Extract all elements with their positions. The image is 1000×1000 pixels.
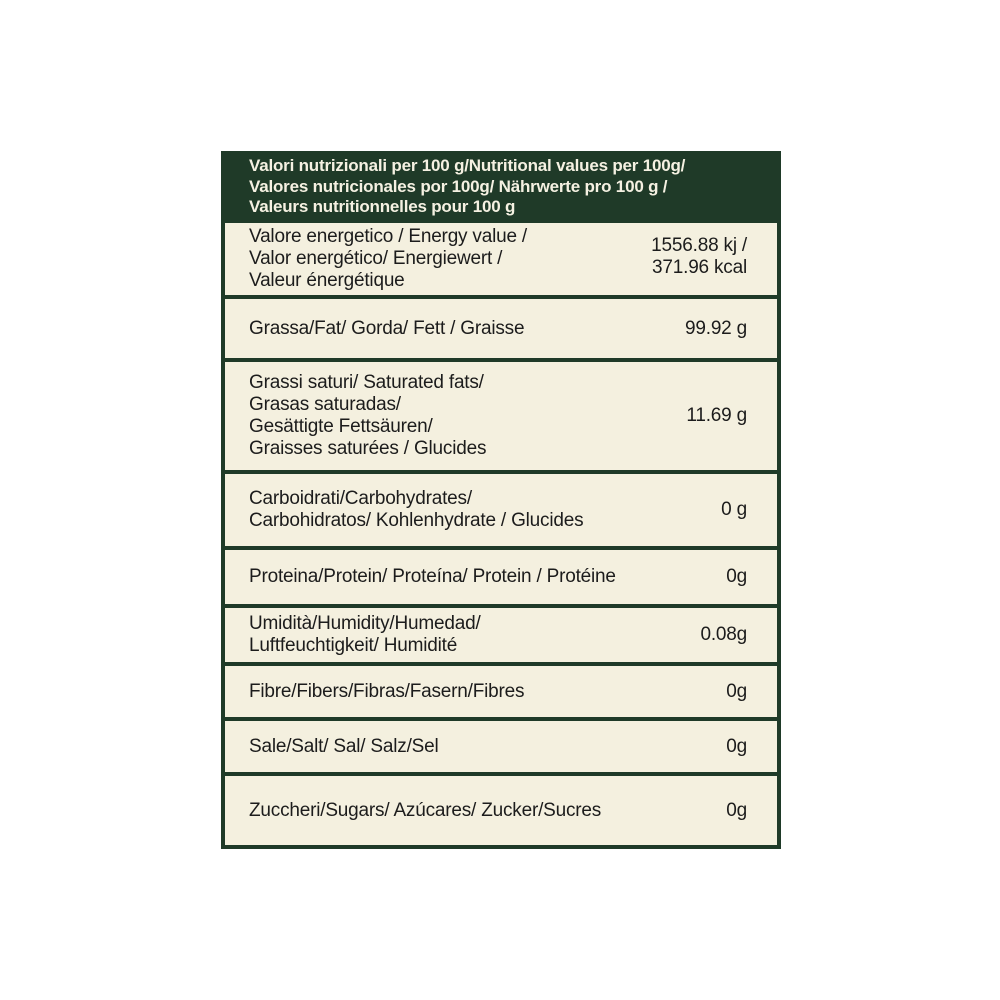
- name-line: Grassa/Fat/ Gorda/ Fett / Graisse: [249, 317, 525, 339]
- row-salt-value: [726, 736, 747, 758]
- row-protein: [225, 550, 777, 604]
- row-carbohydrates-name: [249, 488, 583, 532]
- name-line: Valor energético/ Energiewert /: [249, 248, 503, 269]
- value-line: 1556.88 kj /: [651, 235, 747, 256]
- row-energy-value: [651, 235, 747, 279]
- row-saturated-fats: [225, 362, 777, 470]
- name-line: Graisses saturées / Glucides: [249, 438, 487, 459]
- value-line: 0g: [726, 566, 747, 587]
- value-line: 99.92 g: [685, 317, 747, 339]
- name-line: Grassi saturi/ Saturated fats/: [249, 372, 484, 393]
- value-line: 0g: [726, 735, 747, 757]
- value-line: 0 g: [721, 499, 747, 520]
- row-humidity: [225, 608, 777, 662]
- name-line: Valeur énergétique: [249, 270, 405, 291]
- header-line: Valori nutrizionali per 100 g/Nutritional values per 100g/: [249, 156, 686, 175]
- row-sugars: [225, 776, 777, 845]
- value-line: 371.96 kcal: [652, 257, 747, 278]
- row-energy-name: [249, 226, 527, 292]
- row-fat-value: [685, 318, 747, 340]
- header-line: Valeurs nutritionnelles pour 100 g: [249, 197, 516, 216]
- nutrition-rows: [221, 223, 781, 849]
- row-sugars-value: [726, 800, 747, 822]
- row-carbohydrates-value: [721, 499, 747, 521]
- name-line: Gesättigte Fettsäuren/: [249, 416, 433, 437]
- row-fat-name: [249, 318, 524, 340]
- value-line: 11.69 g: [686, 405, 747, 426]
- value-line: 0g: [726, 799, 747, 821]
- row-salt-name: [249, 736, 439, 758]
- row-humidity-value: [700, 624, 747, 646]
- name-line: Umidità/Humidity/Humedad/: [249, 613, 481, 634]
- row-fibers-name: [249, 681, 524, 703]
- name-line: Fibre/Fibers/Fibras/Fasern/Fibres: [249, 680, 525, 702]
- row-fat: [225, 299, 777, 358]
- row-sugars-name: [249, 800, 601, 822]
- row-saturated-fats-name: [249, 372, 486, 460]
- row-salt: [225, 721, 777, 772]
- row-protein-name: [249, 566, 616, 588]
- row-protein-value: [726, 566, 747, 588]
- row-fibers-value: [726, 681, 747, 703]
- header-line: Valores nutricionales por 100g/ Nährwerte pro 100 g /: [249, 176, 668, 196]
- value-line: 0.08g: [700, 624, 747, 645]
- name-line: Zuccheri/Sugars/ Azúcares/ Zucker/Sucres: [249, 799, 602, 821]
- nutrition-header: [221, 151, 781, 223]
- row-humidity-name: [249, 613, 481, 657]
- row-energy: [225, 223, 777, 295]
- name-line: Sale/Salt/ Sal/ Salz/Sel: [249, 735, 439, 757]
- nutrition-label: [221, 151, 781, 849]
- name-line: Carbohidratos/ Kohlenhydrate / Glucides: [249, 510, 584, 531]
- row-carbohydrates: [225, 474, 777, 546]
- row-saturated-fats-value: [686, 405, 747, 427]
- name-line: Luftfeuchtigkeit/ Humidité: [249, 635, 458, 656]
- name-line: Carboidrati/Carbohydrates/: [249, 488, 472, 509]
- row-fibers: [225, 666, 777, 717]
- name-line: Valore energetico / Energy value /: [249, 226, 528, 247]
- value-line: 0g: [726, 680, 747, 702]
- name-line: Proteina/Protein/ Proteína/ Protein / Protéine: [249, 566, 616, 587]
- name-line: Grasas saturadas/: [249, 394, 401, 415]
